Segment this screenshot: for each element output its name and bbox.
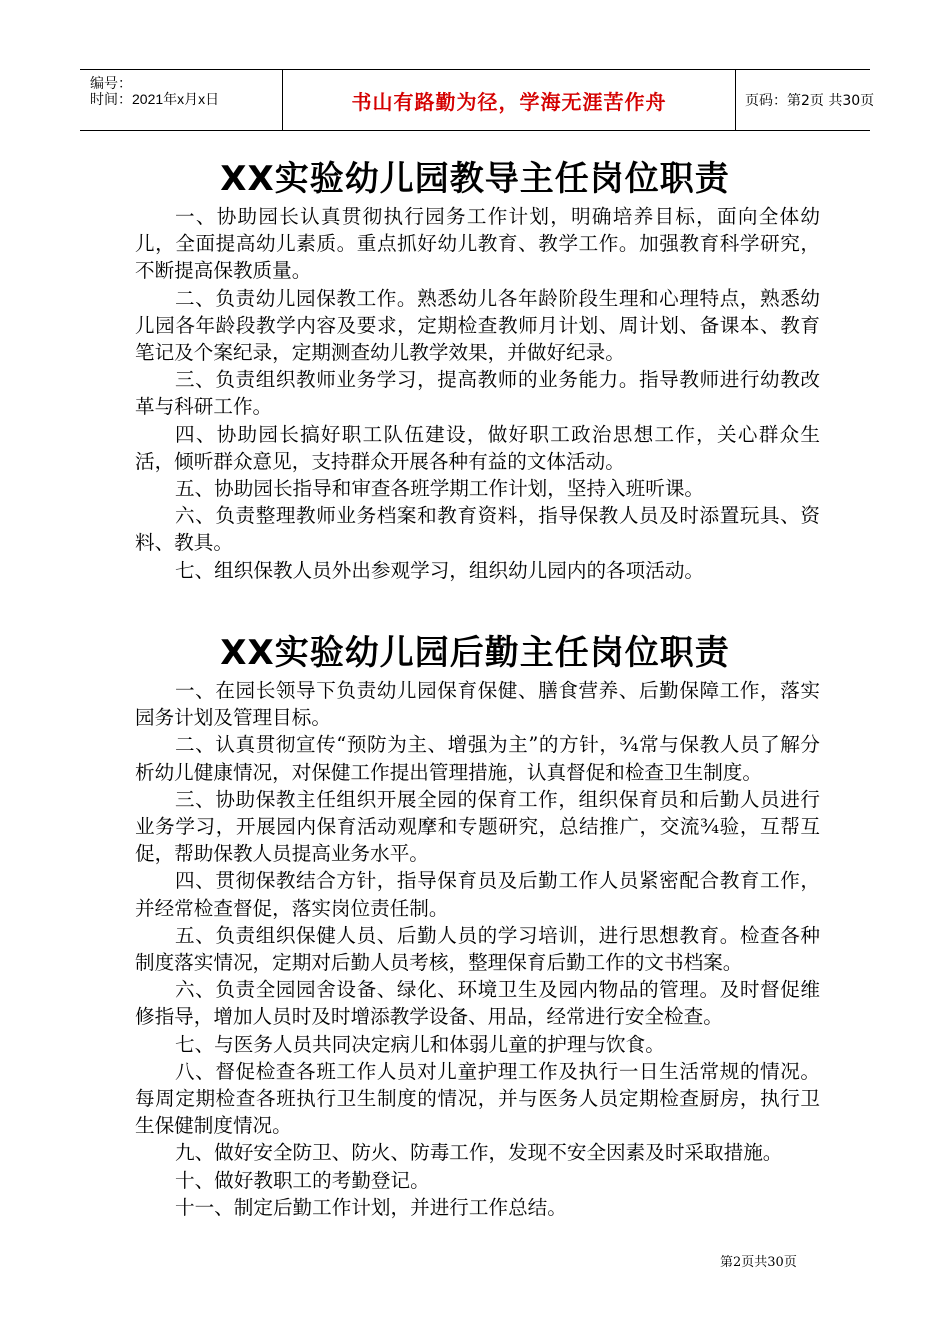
- paragraph: 二、认真贯彻宣传“预防为主、增强为主”的方针，¾常与保教人员了解分析幼儿健康情况，对保健工作提出管理措施，认真督促和检查卫生制度。: [135, 733, 820, 784]
- paragraph: 三、协助保教主任组织开展全园的保育工作，组织保育员和后勤人员进行业务学习，开展园内保育活动观摩和专题研究，总结推广，交流¾验，互帮互促，帮助保教人员提高业务水平。: [135, 787, 820, 866]
- paragraph: 六、负责全园园舍设备、绿化、环境卫生及园内物品的管理。及时督促维修指导，增加人员时及时增添教学设备、用品，经常进行安全检查。: [135, 978, 820, 1029]
- page-info: 页码：第2页 共30页: [745, 93, 875, 109]
- paragraph: 六、负责整理教师业务档案和教育资料，指导保教人员及时添置玩具、资料、教具。: [135, 504, 820, 555]
- paragraph: 十一、制定后勤工作计划，并进行工作总结。: [175, 1195, 567, 1219]
- paragraph: 二、负责幼儿园保教工作。熟悉幼儿各年龄阶段生理和心理特点，熟悉幼儿园各年龄段教学内容及要求，定期检查教师月计划、周计划、备课本、教育笔记及个案纪录，定期测查幼儿教学效果，并做好纪录。: [135, 286, 820, 365]
- number-label: 编号：: [90, 75, 132, 91]
- section-title-teaching: XX实验幼儿园教导主任岗位职责: [220, 159, 730, 199]
- paragraph: 十、做好教职工的考勤登记。: [175, 1168, 430, 1192]
- page-footer: 第2页共30页: [720, 1255, 797, 1270]
- paragraph: 五、负责组织保健人员、后勤人员的学习培训，进行思想教育。检查各种制度落实情况，定期对后勤人员考核，整理保育后勤工作的文书档案。: [135, 923, 820, 975]
- paragraph: 五、协助园长指导和审查各班学期工作计划，坚持入班听课。: [175, 477, 705, 501]
- section-title-logistics: XX实验幼儿园后勤主任岗位职责: [220, 633, 730, 673]
- paragraph: 四、协助园长搞好职工队伍建设，做好职工政治思想工作，关心群众生活，倾听群众意见，支持群众开展各种有益的文体活动。: [135, 422, 820, 473]
- section-teaching: [135, 203, 820, 584]
- paragraph: 七、组织保教人员外出参观学习，组织幼儿园内的各项活动。: [175, 558, 705, 582]
- paragraph: 一、在园长领导下负责幼儿园保育保健、膳食营养、后勤保障工作，落实园务计划及管理目标。: [135, 679, 820, 730]
- date-label: 时间：2021年x月x日: [90, 91, 220, 107]
- page-header: [80, 69, 875, 131]
- paragraph: 四、贯彻保教结合方针，指导保育员及后勤工作人员紧密配合教育工作，并经常检查督促，落实岗位责任制。: [135, 869, 820, 920]
- header-motto-cell: [282, 70, 736, 130]
- motto-text: 书山有路勤为径，学海无涯苦作舟: [351, 89, 667, 114]
- paragraph: 八、督促检查各班工作人员对儿童护理工作及执行一日生活常规的情况。每周定期检查各班执行卫生制度的情况，并与医务人员定期检查厨房，执行卫生保健制度情况。: [135, 1059, 820, 1138]
- paragraph: 一、协助园长认真贯彻执行园务工作计划，明确培养目标，面向全体幼儿，全面提高幼儿素质。重点抓好幼儿教育、教学工作。加强教育科学研究，不断提高保教质量。: [135, 205, 820, 283]
- header-page-cell: [735, 70, 875, 130]
- section-logistics: [135, 677, 820, 1221]
- paragraph: 三、负责组织教师业务学习，提高教师的业务能力。指导教师进行幼教改革与科研工作。: [135, 368, 820, 419]
- paragraph: 九、做好安全防卫、防火、防毒工作，发现不安全因素及时采取措施。: [175, 1141, 783, 1165]
- paragraph: 七、与医务人员共同决定病儿和体弱儿童的护理与饮食。: [175, 1032, 665, 1056]
- header-meta: [80, 70, 282, 130]
